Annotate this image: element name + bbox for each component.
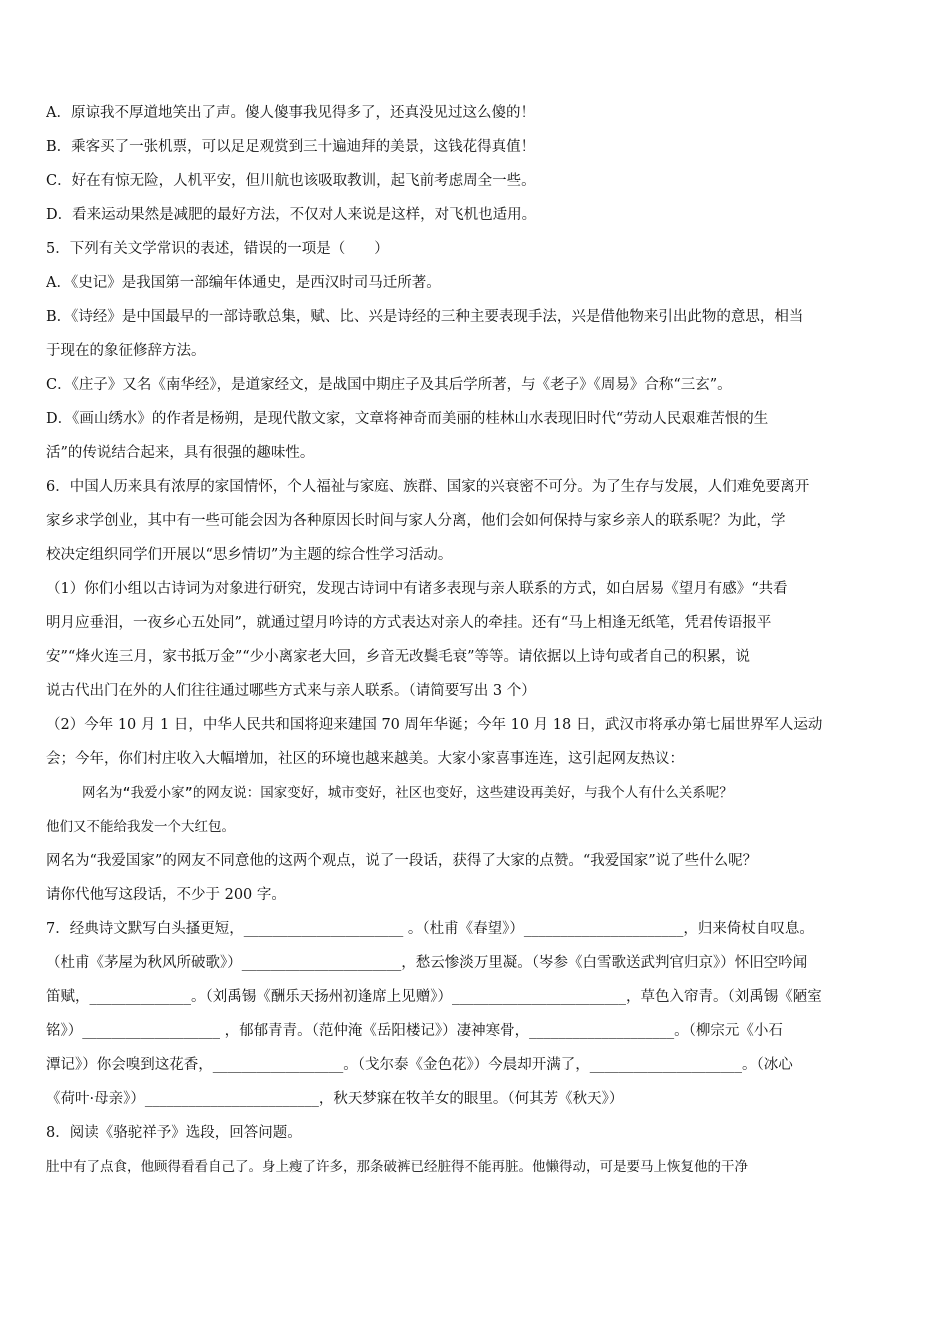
- question-6-stem-line-3: 校决定组织同学们开展以“思乡情切”为主题的综合性学习活动。: [46, 547, 453, 563]
- question-6-part-1-line-3: 安”“烽火连三月，家书抵万金”“少小离家老大回，乡音无改鬓毛衰”等等。请依据以上诗句或者自己的积累，说: [46, 649, 751, 665]
- question-7-line-5: 潭记》）你会嗅到这花香，__________________。（戈尔泰《金色花》）今晨却开满了，_____________________。（冰心: [46, 1057, 793, 1073]
- question-6-stem-line-2: 家乡求学创业，其中有一些可能会因为各种原因长时间与家人分离，他们会如何保持与家乡亲人的联系呢？为此，学: [46, 513, 786, 529]
- question-6-part-2-line-2: 会；今年，你们村庄收入大幅增加，社区的环境也越来越美。大家小家喜事连连，这引起网友热议：: [46, 751, 684, 767]
- question-5-stem: 5．下列有关文学常识的表述，错误的一项是（ ）: [46, 241, 389, 257]
- question-6-task-line-2: 请你代他写这段话，不少于 200 字。: [46, 887, 286, 903]
- question-7-line-1: 7．经典诗文默写白头搔更短，______________________ 。（杜甫《春望》）______________________，归来倚杖自叹息。: [46, 921, 814, 937]
- question-6-task-line-1: 网名为“我爱国家”的网友不同意他的这两个观点，说了一段话，获得了大家的点赞。“我爱国家”说了些什么呢？: [46, 853, 758, 869]
- question-4-option-d: D．看来运动果然是减肥的最好方法，不仅对人来说是这样，对飞机也适用。: [46, 207, 537, 223]
- question-4-option-a: A．原谅我不厚道地笑出了声。傻人傻事我见得多了，还真没见过这么傻的！: [46, 105, 535, 121]
- question-8-stem: 8．阅读《骆驼祥予》选段，回答问题。: [46, 1125, 302, 1141]
- question-7-line-4: 铭》）___________________ ，郁郁青青。（范仲淹《岳阳楼记》）凄神寒骨，____________________。（柳宗元《小石: [46, 1023, 783, 1039]
- question-5-option-d-line-2: 活”的传说结合起来，具有很强的趣味性。: [46, 445, 315, 461]
- question-7-line-3: 笛赋，______________。（刘禹锡《酬乐天扬州初逢席上见赠》）________________________，草色入帘青。（刘禹锡《陋室: [46, 989, 822, 1005]
- question-6-quote-line-2: 他们又不能给我发一个大红包。: [46, 819, 235, 835]
- question-5-option-d-line-1: D．《画山绣水》的作者是杨朔，是现代散文家，文章将神奇而美丽的桂林山水表现旧时代“劳动人民艰难苦恨的生: [46, 411, 769, 427]
- question-7-line-2: （杜甫《茅屋为秋风所破歌》）______________________，愁云惨淡万里凝。（岑参《白雪歌送武判官归京》）怀旧空吟闻: [46, 955, 808, 971]
- question-8-excerpt-line-1: 肚中有了点食，他顾得看看自己了。身上瘦了许多，那条破裤已经脏得不能再脏。他懒得动，可是要马上恢复他的干净: [46, 1159, 748, 1175]
- question-4-option-c: C．好在有惊无险，人机平安，但川航也该吸取教训，起飞前考虑周全一些。: [46, 173, 536, 189]
- question-6-part-1-line-4: 说古代出门在外的人们往往通过哪些方式来与亲人联系。（请简要写出 3 个）: [46, 683, 536, 699]
- question-6-stem-line-1: 6．中国人历来具有浓厚的家国情怀，个人福祉与家庭、族群、国家的兴衰密不可分。为了生存与发展，人们难免要离开: [46, 479, 810, 495]
- question-6-part-1-line-2: 明月应垂泪，一夜乡心五处同”，就通过望月吟诗的方式表达对亲人的牵挂。还有“马上相逢无纸笔，凭君传语报平: [46, 615, 772, 631]
- question-5-option-b-line-2: 于现在的象征修辞方法。: [46, 343, 206, 359]
- question-6-quote-line-1: 网名为“我爱小家”的网友说：国家变好，城市变好，社区也变好，这些建设再美好，与我个人有什么关系呢？: [82, 785, 733, 801]
- question-6-part-2-line-1: （2）今年 10 月 1 日，中华人民共和国将迎来建国 70 周年华诞；今年 10 月 18 日，武汉市将承办第七届世界军人运动: [46, 717, 823, 733]
- question-6-part-1-line-1: （1）你们小组以古诗词为对象进行研究，发现古诗词中有诸多表现与亲人联系的方式，如白居易《望月有感》“共看: [46, 581, 788, 597]
- question-5-option-b-line-1: B．《诗经》是中国最早的一部诗歌总集，赋、比、兴是诗经的三种主要表现手法，兴是借他物来引出此物的意思，相当: [46, 309, 804, 325]
- question-7-line-6: 《荷叶·母亲》）________________________，秋天梦寐在牧羊女的眼里。（何其芳《秋天》）: [46, 1091, 624, 1107]
- question-4-option-b: B．乘客买了一张机票，可以足足观赏到三十遍迪拜的美景，这钱花得真值！: [46, 139, 536, 155]
- question-5-option-c: C．《庄子》又名《南华经》，是道家经文，是战国中期庄子及其后学所著，与《老子》《周易》合称“三玄”。: [46, 377, 732, 393]
- question-5-option-a: A．《史记》是我国第一部编年体通史，是西汉时司马迁所著。: [46, 275, 441, 291]
